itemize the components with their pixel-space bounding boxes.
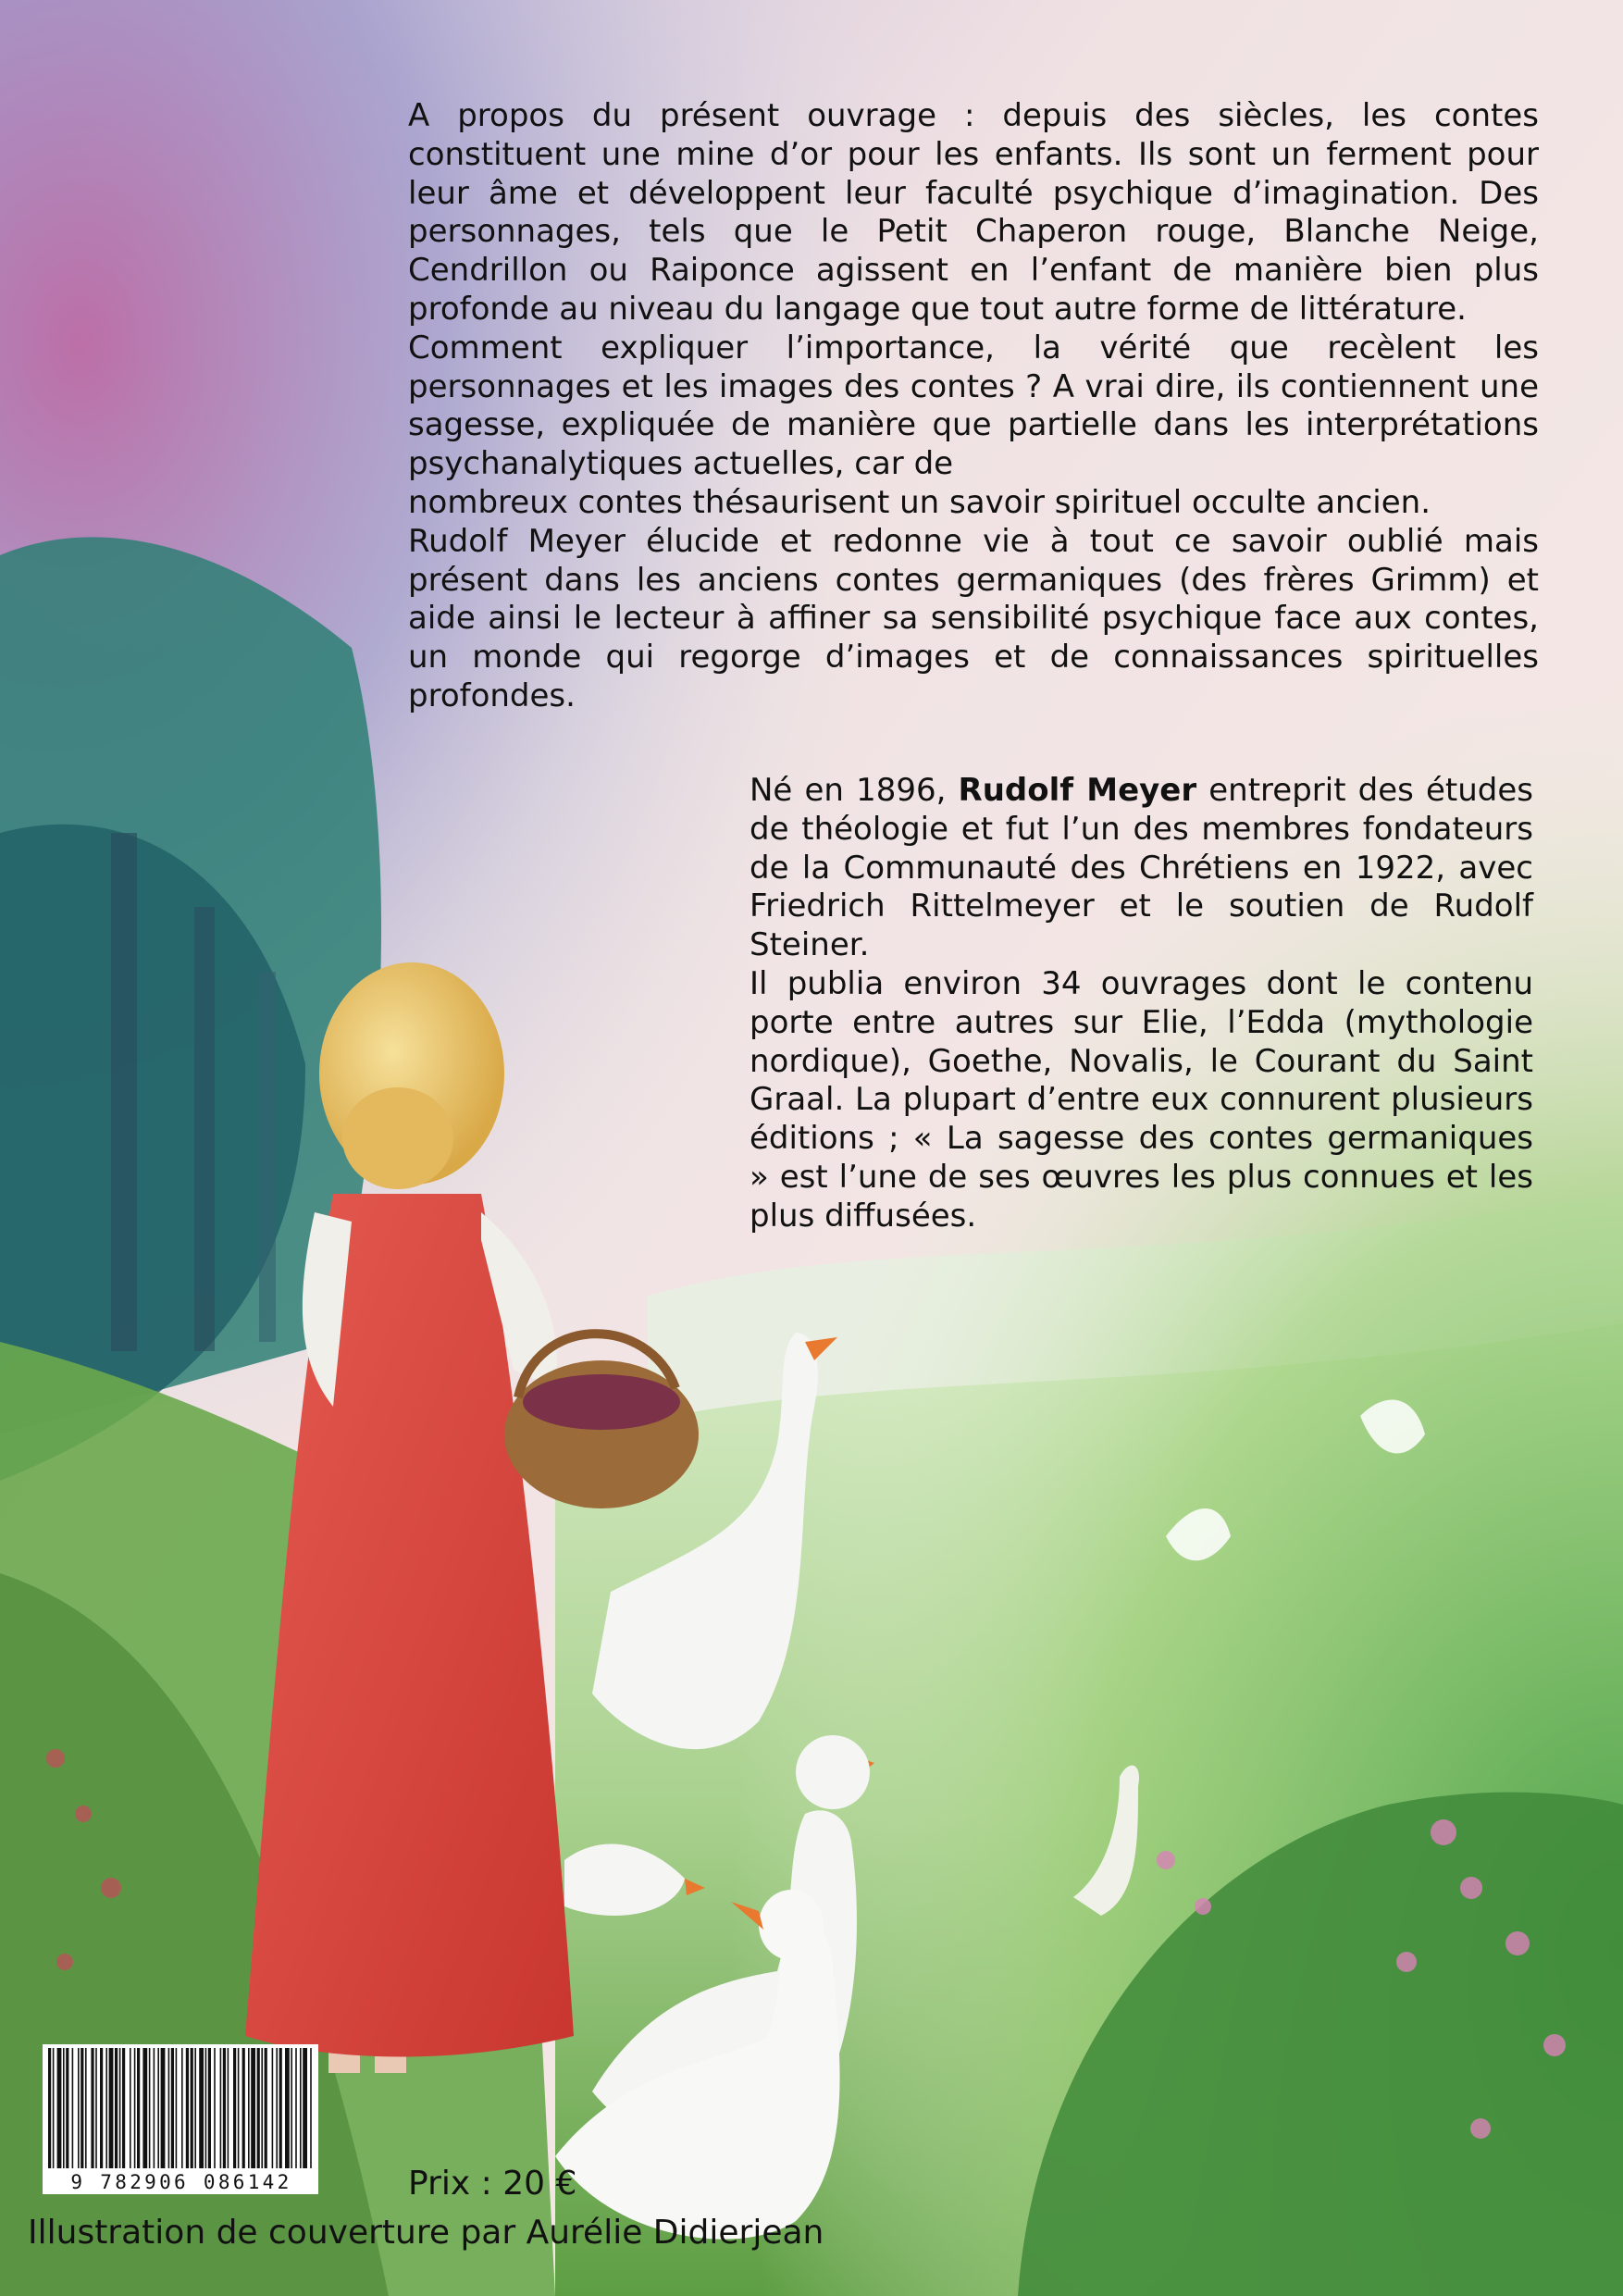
author-intro-suffix: entreprit des études de théologie et fut l’un des membres fondateurs de la Communauté des Chrétiens en 1922, avec Friedrich Rittelmeyer et le soutien de Rudolf Steiner. bbox=[750, 772, 1534, 964]
about-paragraph-3: Rudolf Meyer élucide et redonne vie à tout ce savoir oublié mais présent dans les anciens contes germaniques (des frères Grimm) et aide ainsi le lecteur à affiner sa sensibilité psychique face aux contes, un monde qui regorge d’images et de connaissances spirituelles profondes. bbox=[408, 522, 1539, 714]
author-works: Il publia environ 34 ouvrages dont le contenu porte entre autres sur Elie, l’Edda (mythologie nordique), Goethe, Novalis, le Courant du Saint Graal. La plupart d’entre eux connurent plusieurs éditions ; « La sagesse des contes germaniques » est l’une de ses œuvres les plus connues et les plus diffusées. bbox=[750, 964, 1533, 1235]
about-paragraph-2b: nombreux contes thésaurisent un savoir spirituel occulte ancien. bbox=[408, 483, 1431, 521]
isbn-barcode bbox=[43, 2044, 318, 2194]
illustration-credit: Illustration de couverture par Aurélie Didierjean bbox=[28, 2214, 824, 2252]
barcode-digits: 9 782906 086142 bbox=[43, 2170, 318, 2194]
price: Prix : 20 € bbox=[408, 2165, 577, 2203]
author-name: Rudolf Meyer bbox=[958, 772, 1197, 809]
about-paragraph-1: A propos du présent ouvrage : depuis des siècles, les contes constituent une mine d’or pour les enfants. Ils sont un ferment pour leur âme et développent leur faculté psychique d’imagination. Des personnages, tels que le Petit Chaperon rouge, Blanche Neige, Cendrillon ou Raiponce agissent en l’enfant de manière bien plus profonde au niveau du langage que tout autre forme de littérature. bbox=[408, 97, 1539, 328]
about-paragraph-2a: Comment expliquer l’importance, la vérité que recèlent les personnages et les images des contes ? A vrai dire, ils contiennent une sagesse, expliquée de manière que partielle dans les interprétations psychanalytiques actuelles, car de bbox=[408, 329, 1539, 483]
author-intro-prefix: Né en 1896, bbox=[750, 772, 959, 809]
barcode-bars bbox=[43, 2044, 318, 2172]
author-intro bbox=[750, 772, 1533, 965]
about-book-text bbox=[408, 97, 1539, 716]
author-bio-text bbox=[750, 772, 1533, 1236]
